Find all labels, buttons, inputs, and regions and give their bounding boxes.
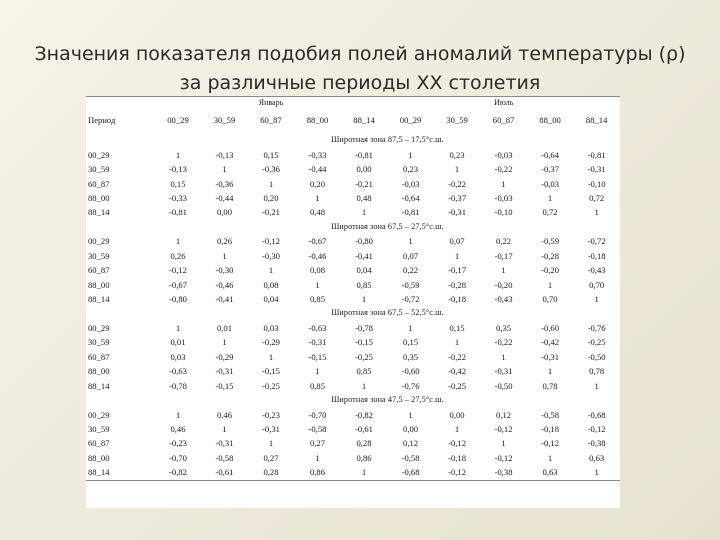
table-cell: 0,27	[263, 452, 279, 463]
table-cell: 0,04	[356, 265, 372, 276]
row-period: 30_59	[88, 250, 110, 261]
table-cell: -0,81	[401, 207, 420, 218]
table-row	[86, 263, 620, 277]
table-cell: -0,12	[541, 438, 559, 449]
table-cell: -0,22	[448, 351, 466, 362]
table-cell: -0,18	[587, 250, 606, 261]
table-cell: -0,44	[308, 164, 327, 175]
table-cell: -0,25	[448, 380, 466, 391]
zone-label: Широтная зона 67,5 – 52,5°с.ш.	[331, 308, 444, 318]
table-cell: 1	[361, 380, 367, 391]
table-row	[86, 234, 620, 248]
table-cell: -0,22	[448, 178, 466, 189]
table-cell: -0,63	[169, 366, 187, 377]
table-cell: 1	[175, 236, 181, 247]
column-header: 00_29	[399, 115, 422, 125]
table-cell: 1	[222, 250, 227, 261]
table-cell: -0,46	[215, 279, 234, 290]
column-header: 60_87	[260, 115, 282, 125]
zone-label: Широтная зона 87,5 – 17,5°с.ш.	[331, 135, 444, 145]
table-row	[86, 147, 620, 161]
table-cell: 0,20	[263, 192, 279, 203]
table-cell: 0,00	[403, 423, 419, 434]
row-period: 88_00	[88, 452, 110, 463]
group-header-row	[86, 97, 620, 109]
period-header: Период	[88, 115, 116, 125]
table-cell: 0,15	[263, 149, 279, 160]
row-period: 60_87	[88, 265, 110, 276]
table-cell: 1	[408, 322, 413, 333]
table-cell: 0,85	[309, 380, 326, 391]
column-header: 30_59	[446, 115, 468, 125]
zone-label: Широтная зона 47,5 – 27,5°с.ш.	[331, 395, 444, 405]
row-period: 00_29	[88, 236, 110, 247]
table-cell: 1	[454, 423, 460, 434]
table-cell: 0,00	[356, 164, 372, 175]
table-cell: -0,70	[308, 409, 327, 420]
table-cell: 1	[361, 294, 367, 305]
table-cell: 0,23	[449, 149, 465, 160]
table-cell: 1	[268, 178, 274, 189]
table-cell: -0,41	[215, 294, 234, 305]
table-cell: -0,25	[355, 351, 373, 362]
column-header: 88_14	[585, 115, 608, 125]
table-cell: 1	[547, 192, 553, 203]
table-cell: -0,10	[494, 207, 513, 218]
slide-title	[0, 40, 720, 98]
table-cell: -0,18	[448, 294, 466, 305]
table-cell: 1	[315, 452, 320, 463]
table-cell: -0,25	[587, 337, 606, 348]
table-cell: -0,80	[169, 294, 187, 305]
table-cell: -0,58	[308, 423, 327, 434]
table-cell: 1	[268, 265, 274, 276]
table-cell: 0,01	[170, 337, 186, 348]
zone-row	[86, 306, 620, 320]
row-period: 00_29	[88, 149, 110, 160]
table-cell: 1	[594, 207, 599, 218]
column-header: 88_14	[353, 115, 375, 125]
column-header-row	[86, 108, 620, 133]
table-cell: -0,15	[355, 337, 373, 348]
table-cell: -0,25	[262, 380, 280, 391]
table-cell: 1	[454, 164, 460, 175]
table-cell: -0,13	[169, 164, 187, 175]
zone-row	[86, 220, 620, 234]
table-cell: 1	[454, 337, 460, 348]
table-cell: -0,20	[494, 279, 513, 290]
table-cell: 1	[222, 423, 227, 434]
zone-row	[86, 133, 620, 147]
table-row	[86, 465, 620, 480]
table-cell: -0,68	[387, 465, 434, 480]
row-period: 00_29	[88, 322, 110, 333]
zone-row	[86, 393, 620, 407]
table-cell: 0,07	[403, 250, 419, 261]
table-cell: 0,23	[403, 164, 419, 175]
table-row	[86, 205, 620, 219]
table-cell: -0,42	[541, 337, 559, 348]
title-line-2: за различные периоды ХХ столетия	[179, 72, 541, 94]
table-cell: 1	[547, 366, 553, 377]
table-cell: 0,08	[309, 265, 326, 276]
row-period: 30_59	[88, 337, 110, 348]
table-row	[86, 321, 620, 335]
table-cell: -0,31	[215, 438, 234, 449]
table-cell: 1	[175, 322, 181, 333]
table-cell: 0,12	[496, 409, 512, 420]
table-cell: -0,64	[541, 149, 559, 160]
table-cell: -0,12	[448, 438, 466, 449]
table-row	[86, 451, 620, 465]
table-cell: 1	[501, 178, 506, 189]
table-cell: 1	[547, 279, 553, 290]
table-cell: 1	[175, 149, 181, 160]
table-cell: -0,42	[448, 366, 466, 377]
table-cell: -0,31	[308, 337, 327, 348]
table-cell: -0,63	[308, 322, 327, 333]
table-cell: -0,31	[215, 366, 234, 377]
table-cell: -0,43	[494, 294, 513, 305]
table-cell: 0,70	[589, 279, 605, 290]
table-cell: -0,22	[494, 337, 513, 348]
table-cell: -0,23	[262, 409, 280, 420]
table-row	[86, 350, 620, 364]
table-cell: -0,81	[587, 149, 606, 160]
table-cell: 1	[315, 366, 320, 377]
table-cell: 1	[315, 192, 320, 203]
table-cell: 0,63	[527, 465, 574, 480]
row-period: 00_29	[88, 409, 110, 420]
table-cell: -0,37	[541, 164, 559, 175]
table-cell: 0,48	[309, 207, 326, 218]
table-cell: 0,46	[216, 409, 233, 420]
table-cell: -0,17	[494, 250, 513, 261]
table-cell: -0,13	[215, 149, 234, 160]
table-cell: 1	[594, 294, 599, 305]
row-period: 88_14	[88, 380, 110, 391]
table-cell: 0,15	[170, 178, 186, 189]
table-cell: -0,12	[169, 265, 187, 276]
table-cell: 1	[408, 409, 413, 420]
table-cell: -0,50	[587, 351, 606, 362]
table-cell: -0,41	[355, 250, 373, 261]
table-cell: 0,72	[589, 192, 605, 203]
table-cell: 0,08	[263, 279, 279, 290]
similarity-table	[86, 96, 620, 481]
table-row	[86, 162, 620, 176]
table-cell: -0,82	[355, 409, 373, 420]
row-period: 88_14	[88, 294, 110, 305]
table-cell: 0,63	[589, 452, 605, 463]
row-period: 60_87	[88, 178, 110, 189]
table-cell: 0,03	[170, 351, 186, 362]
table-cell: -0,78	[355, 322, 373, 333]
table-cell: -0,21	[355, 178, 373, 189]
table-cell: -0,03	[541, 178, 559, 189]
table-cell: 0,86	[356, 452, 372, 463]
table-cell: -0,12	[494, 423, 513, 434]
table-cell: 0,22	[403, 265, 419, 276]
row-period: 30_59	[88, 164, 110, 175]
table-row	[86, 436, 620, 450]
table-cell: 0,28	[356, 438, 372, 449]
table-cell: 0,26	[216, 236, 233, 247]
table-cell: 1	[501, 351, 506, 362]
table-cell: 0,46	[170, 423, 186, 434]
title-line-1: Значения показателя подобия полей аномалий температуры (ρ)	[34, 43, 686, 65]
table-cell: -0,03	[494, 149, 513, 160]
table-cell: -0,12	[587, 423, 606, 434]
table-cell: 0,85	[309, 294, 326, 305]
table-row	[86, 176, 620, 190]
zone-label: Широтная зона 67,5 – 27,5°с.ш.	[331, 221, 444, 231]
table-cell: -0,12	[434, 465, 481, 480]
table-cell: -0,31	[448, 207, 466, 218]
table-cell: -0,18	[541, 423, 559, 434]
table-cell: 1	[268, 351, 274, 362]
table-cell: -0,67	[169, 279, 187, 290]
table-cell: -0,23	[169, 438, 187, 449]
table-cell: 0,86	[294, 465, 341, 480]
table-cell: -0,31	[541, 351, 559, 362]
row-period: 60_87	[88, 438, 110, 449]
table-cell: -0,76	[401, 380, 420, 391]
table-cell: -0,03	[494, 192, 513, 203]
table-cell: 0,72	[542, 207, 558, 218]
table-cell: -0,59	[541, 236, 559, 247]
table-cell: -0,80	[355, 236, 373, 247]
table-cell: -0,38	[587, 438, 606, 449]
table-cell: -0,33	[169, 192, 187, 203]
table-cell: 1	[454, 250, 460, 261]
table-cell: 0,07	[449, 236, 465, 247]
table-cell: -0,76	[587, 322, 606, 333]
table-cell: -0,15	[215, 380, 234, 391]
table-cell: 0,48	[356, 192, 372, 203]
column-header: 00_29	[167, 115, 189, 125]
july-group-header: Июль	[494, 98, 514, 107]
table-cell: 0,70	[542, 294, 558, 305]
row-period: 88_14	[86, 465, 155, 480]
table-cell: 1	[175, 409, 181, 420]
table-cell: -0,15	[262, 366, 280, 377]
table-cell: 0,35	[403, 351, 419, 362]
table-cell: -0,22	[494, 164, 513, 175]
table-cell: 0,85	[356, 279, 372, 290]
table-row	[86, 277, 620, 291]
table-row	[86, 378, 620, 392]
table-cell: 0,78	[542, 380, 558, 391]
column-header: 30_59	[213, 115, 236, 125]
table-cell: 0,26	[170, 250, 186, 261]
table-cell: 0,15	[403, 337, 419, 348]
table-cell: -0,17	[448, 265, 466, 276]
table-cell: -0,21	[262, 207, 280, 218]
table-cell: -0,12	[494, 452, 513, 463]
table-cell: -0,10	[587, 178, 606, 189]
table-cell: -0,70	[169, 452, 187, 463]
table-cell: 1	[501, 265, 506, 276]
table-cell: -0,33	[308, 149, 327, 160]
table-cell: 1	[501, 438, 506, 449]
row-period: 88_00	[88, 279, 110, 290]
table-cell: -0,12	[262, 236, 280, 247]
table-cell: -0,72	[587, 236, 606, 247]
table-cell: 1	[408, 236, 413, 247]
table-cell: -0,30	[262, 250, 280, 261]
table-cell: 1	[361, 207, 367, 218]
table-cell: 1	[341, 465, 388, 480]
table-cell: -0,37	[448, 192, 466, 203]
table-cell: -0,59	[401, 279, 420, 290]
row-period: 88_00	[88, 366, 110, 377]
column-header: 60_87	[492, 115, 515, 125]
table-cell: -0,15	[308, 351, 327, 362]
row-period: 30_59	[88, 423, 110, 434]
table-cell: -0,72	[401, 294, 420, 305]
table-cell: -0,60	[541, 322, 559, 333]
table-cell: 1	[315, 279, 320, 290]
table-cell: -0,43	[587, 265, 606, 276]
table-cell: 0,20	[309, 178, 326, 189]
table-cell: -0,30	[215, 265, 234, 276]
table-cell: 0,00	[216, 207, 233, 218]
table-row	[86, 335, 620, 349]
table-cell: -0,20	[541, 265, 559, 276]
table-cell: -0,29	[215, 351, 234, 362]
table-cell: 0,35	[496, 322, 512, 333]
table-cell: -0,61	[355, 423, 373, 434]
table-cell: 1	[408, 149, 413, 160]
table-cell: 0,03	[263, 322, 279, 333]
table-cell: 1	[547, 452, 553, 463]
table-cell: 0,12	[403, 438, 419, 449]
table-cell: 1	[222, 337, 227, 348]
table-cell: -0,58	[401, 452, 420, 463]
table-cell: 1	[573, 465, 620, 480]
table-cell: -0,64	[401, 192, 420, 203]
table-cell: -0,81	[355, 149, 373, 160]
table-cell: 0,28	[248, 465, 295, 480]
table-cell: 0,15	[449, 322, 465, 333]
table-cell: -0,60	[401, 366, 420, 377]
table-cell: -0,28	[541, 250, 559, 261]
table-cell: 0,22	[496, 236, 512, 247]
table-row	[86, 407, 620, 421]
table-cell: 0,00	[449, 409, 465, 420]
table-cell: 0,78	[589, 366, 605, 377]
table-cell: 0,85	[356, 366, 372, 377]
table-cell: -0,38	[480, 465, 527, 480]
row-period: 88_14	[88, 207, 110, 218]
table-cell: -0,67	[308, 236, 327, 247]
table-row	[86, 364, 620, 378]
table-row	[86, 422, 620, 436]
table-cell: -0,81	[169, 207, 187, 218]
table-cell: -0,28	[448, 279, 466, 290]
table-cell: -0,31	[494, 366, 513, 377]
table-cell: -0,36	[215, 178, 234, 189]
column-header: 88_00	[306, 115, 329, 125]
similarity-table-container	[86, 96, 620, 508]
table-cell: -0,78	[169, 380, 187, 391]
column-header: 88_00	[539, 115, 561, 125]
table-cell: 0,04	[263, 294, 279, 305]
table-cell: -0,61	[201, 465, 248, 480]
table-cell: -0,36	[262, 164, 280, 175]
table-cell: -0,58	[541, 409, 559, 420]
table-cell: -0,31	[587, 164, 606, 175]
table-cell: 1	[222, 164, 227, 175]
table-cell: -0,03	[401, 178, 420, 189]
table-cell: -0,82	[155, 465, 202, 480]
row-period: 60_87	[88, 351, 110, 362]
table-cell: 1	[594, 380, 599, 391]
table-cell: -0,31	[262, 423, 280, 434]
table-row	[86, 292, 620, 306]
table-cell: 0,27	[309, 438, 326, 449]
table-cell: -0,58	[215, 452, 234, 463]
table-row	[86, 249, 620, 263]
table-cell: -0,44	[215, 192, 234, 203]
table-cell: 1	[268, 438, 274, 449]
table-cell: -0,18	[448, 452, 466, 463]
table-cell: -0,50	[494, 380, 513, 391]
table-cell: 0,01	[216, 322, 233, 333]
table-cell: -0,46	[308, 250, 327, 261]
table-cell: -0,29	[262, 337, 280, 348]
january-group-header: Январь	[258, 98, 284, 107]
row-period: 88_00	[88, 192, 110, 203]
table-row	[86, 191, 620, 205]
table-cell: -0,68	[587, 409, 606, 420]
